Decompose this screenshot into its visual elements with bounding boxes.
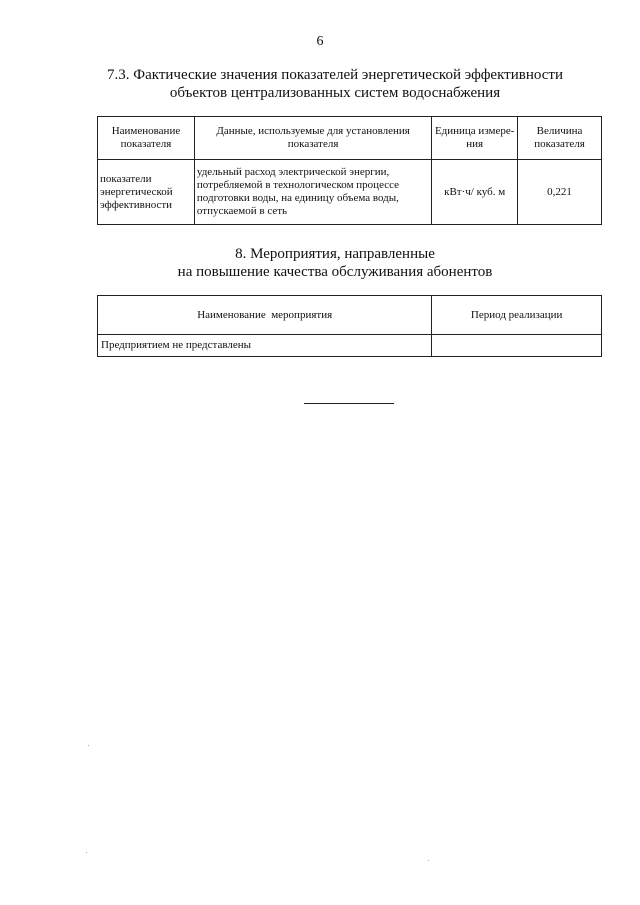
header-measure-name: Наименование мероприятия — [98, 296, 432, 335]
scan-speck — [428, 860, 429, 861]
header-value: Величина показателя — [518, 117, 602, 160]
section-8-title-line1: 8. Мероприятия, направленные — [235, 246, 435, 262]
cell-value: 0,221 — [518, 160, 602, 225]
section-7-3-title-line2: объектов централизованных систем водоснабжения — [169, 85, 501, 101]
table-row — [98, 335, 602, 357]
cell-measure: Предприятием не представлены — [98, 335, 432, 357]
scan-speck — [86, 852, 87, 853]
header-indicator-name: Наименование показателя — [98, 117, 195, 160]
page-number: 6 — [316, 34, 324, 49]
table-header-row — [98, 117, 602, 160]
header-implementation-period: Период реализации — [432, 296, 602, 335]
table-header-row — [98, 296, 602, 335]
cell-period — [432, 335, 602, 357]
scan-speck — [88, 745, 89, 746]
cell-indicator-name: показатели энергетической эффективности — [98, 160, 195, 225]
end-of-document-line — [304, 403, 394, 404]
header-data-used: Данные, используемые для установления показателя — [194, 117, 431, 160]
section-8-title-line2: на повышение качества обслуживания абонентов — [177, 264, 493, 280]
service-quality-measures-table — [97, 295, 602, 357]
section-7-3-title-line1: 7.3. Фактические значения показателей энергетической эффективности — [107, 67, 563, 83]
energy-efficiency-table — [97, 116, 602, 225]
section-8-title — [60, 245, 610, 281]
cell-unit: кВт·ч/ куб. м — [432, 160, 518, 225]
header-unit: Единица измере-ния — [432, 117, 518, 160]
table-row — [98, 160, 602, 225]
section-7-3-title — [60, 66, 610, 102]
cell-data-used: удельный расход электрической энергии, потребляемой в технологическом процессе подготовки воды, на единицу объема воды, отпускаемой в сеть — [194, 160, 431, 225]
